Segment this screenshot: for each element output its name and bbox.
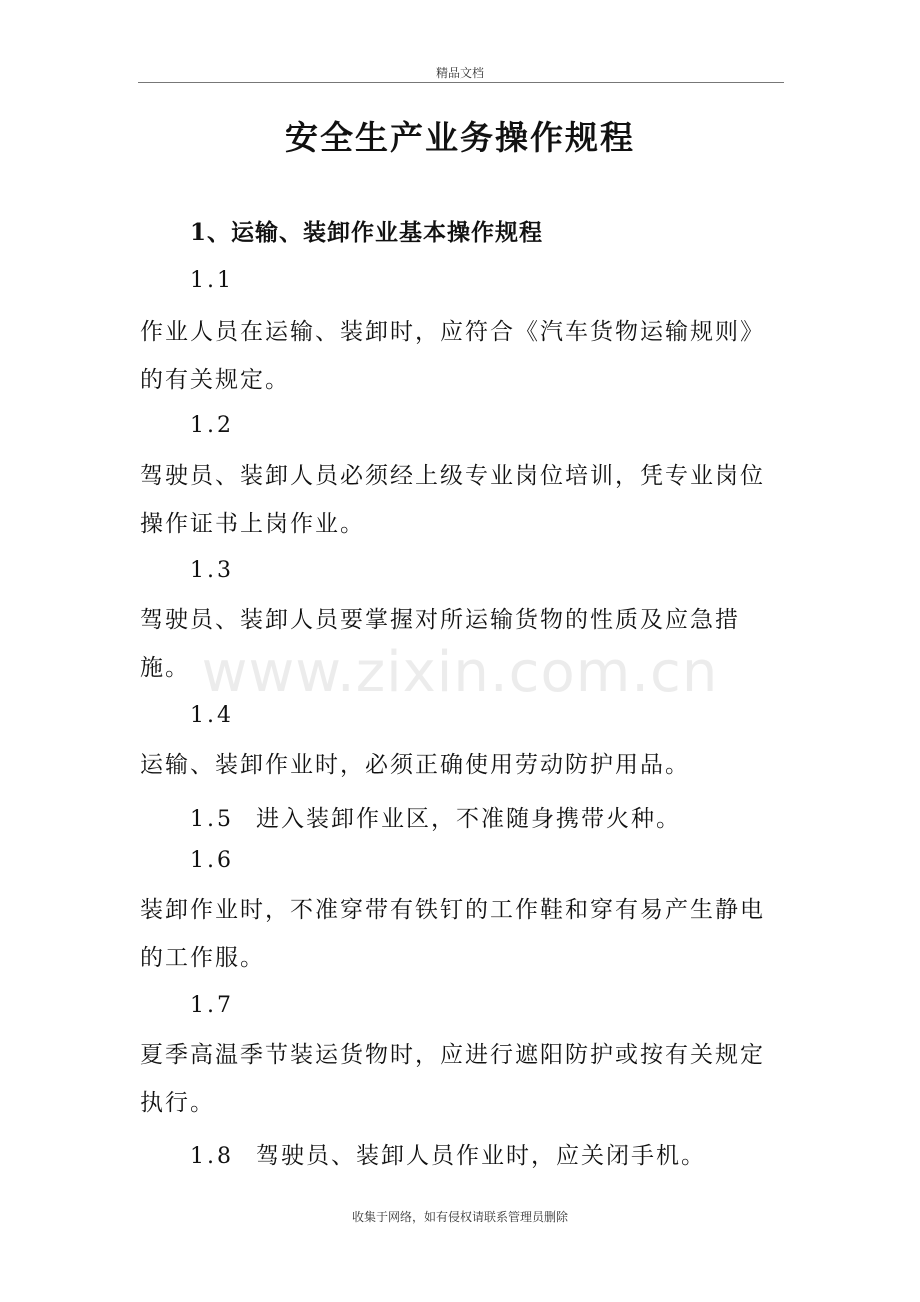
item-text-1-6: 装卸作业时，不准穿带有铁钉的工作鞋和穿有易产生静电的工作服。 [140,897,765,971]
item-number-1-5: 1.5 [190,807,234,832]
item-text-1-3: 驾驶员、装卸人员要掌握对所运输货物的性质及应急措施。 [140,607,740,681]
item-text-1-7: 夏季高温季节装运货物时，应进行遮阳防护或按有关规定执行。 [140,1042,765,1116]
document-title: 安全生产业务操作规程 [285,118,635,157]
item-number-1-2: 1.2 [190,413,234,438]
item-number-1-8: 1.8 [190,1144,234,1169]
item-text-1-1: 作业人员在运输、装卸时，应符合《汽车货物运输规则》的有关规定。 [140,319,765,393]
item-text-1-5: 进入装卸作业区，不准随身携带火种。 [256,806,681,832]
page-header: 精品文档 [435,66,484,80]
item-text-1-4: 运输、装卸作业时，必须正确使用劳动防护用品。 [140,752,690,778]
item-number-1-6: 1.6 [190,848,234,873]
item-number-1-7: 1.7 [190,993,234,1018]
item-number-1-4: 1.4 [190,703,234,728]
watermark: www.zixin.com.cn [201,640,719,705]
item-number-1-1: 1.1 [190,268,234,293]
item-1-8 [190,1137,706,1170]
page-footer: 收集于网络，如有侵权请联系管理员删除 [351,1210,568,1224]
section-heading: 1、运输、装卸作业基本操作规程 [190,219,544,246]
item-1-5 [190,800,681,833]
item-text-1-8: 驾驶员、装卸人员作业时，应关闭手机。 [256,1143,706,1169]
header-divider [138,82,784,83]
item-number-1-3: 1.3 [190,558,234,583]
item-text-1-2: 驾驶员、装卸人员必须经上级专业岗位培训，凭专业岗位操作证书上岗作业。 [140,463,765,537]
